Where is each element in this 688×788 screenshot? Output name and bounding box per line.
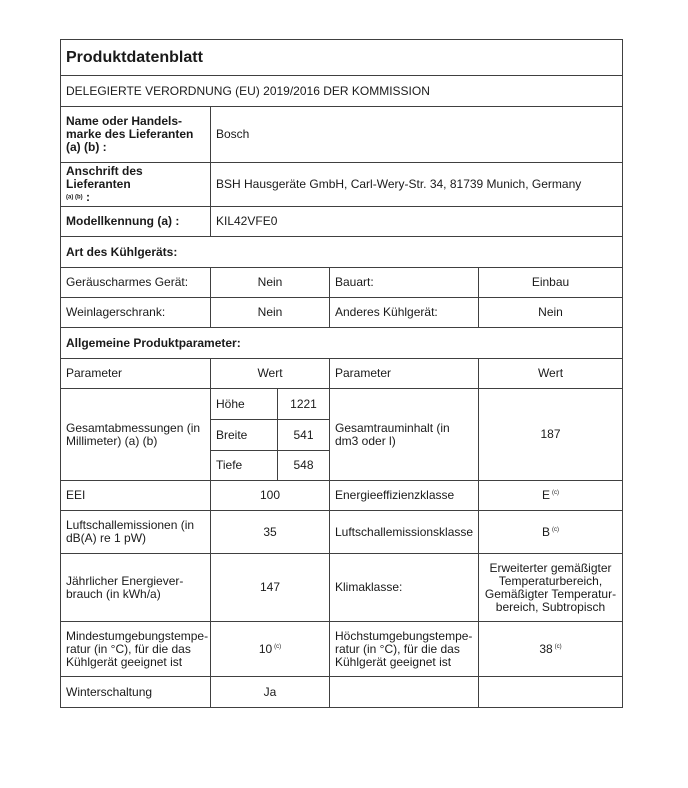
eei-value: 100 xyxy=(211,481,330,511)
page-title: Produktdatenblatt xyxy=(61,40,623,76)
noise-class-footnote: (c) xyxy=(552,526,559,533)
design-type-label: Bauart: xyxy=(330,268,479,298)
model-label: Modellkennung (a) : xyxy=(61,207,211,237)
model-value: KIL42VFE0 xyxy=(211,207,623,237)
energy-class-footnote: (c) xyxy=(552,490,559,496)
empty-cell xyxy=(330,677,479,708)
supplier-address-label xyxy=(61,163,211,207)
dimension-name-depth: Tiefe xyxy=(211,451,278,481)
header-parameter: Parameter xyxy=(61,359,211,389)
low-noise-label: Geräuscharmes Gerät: xyxy=(61,268,211,298)
low-noise-value: Nein xyxy=(211,268,330,298)
energy-class-label: Energieeffizienzklasse xyxy=(330,481,479,511)
min-temp-number: 10 xyxy=(258,641,273,656)
section-general-params: Allgemeine Produktparameter: xyxy=(61,328,623,359)
design-type-value: Einbau xyxy=(479,268,623,298)
wine-storage-label: Weinlagerschrank: xyxy=(61,298,211,328)
annual-energy-value: 147 xyxy=(211,554,330,622)
annual-energy-label: Jährlicher Energiever-brauch (in kWh/a) xyxy=(61,554,211,622)
header-value-2: Wert xyxy=(479,359,623,389)
noise-label: Luftschallemissionen (in dB(A) re 1 pW) xyxy=(61,511,211,554)
supplier-address-value: BSH Hausgeräte GmbH, Carl-Wery-Str. 34, 81739 Munich, Germany xyxy=(211,163,623,207)
noise-class-label: Luftschallemissionsklasse xyxy=(330,511,479,554)
winter-mode-value: Ja xyxy=(211,677,330,708)
empty-cell xyxy=(479,677,623,708)
section-appliance-type: Art des Kühlgeräts: xyxy=(61,237,623,268)
max-temp-footnote: (c) xyxy=(554,643,562,650)
dimension-value-depth: 548 xyxy=(278,451,330,481)
dimension-name-width: Breite xyxy=(211,420,278,451)
supplier-address-colon: : xyxy=(86,189,91,204)
other-appliance-value: Nein xyxy=(479,298,623,328)
energy-class-letter: E xyxy=(541,488,550,502)
supplier-name-label: Name oder Handels-marke des Lieferanten (a) (b) : xyxy=(61,107,211,163)
volume-value: 187 xyxy=(479,389,623,481)
min-temp-label: Mindestumgebungstempe-ratur (in °C), für die das Kühlgerät geeignet ist xyxy=(61,622,211,677)
dimensions-label: Gesamtabmessungen (in Millimeter) (a) (b) xyxy=(61,389,211,481)
other-appliance-label: Anderes Kühlgerät: xyxy=(330,298,479,328)
min-temp-footnote: (c) xyxy=(274,643,282,650)
regulation-text: DELEGIERTE VERORDNUNG (EU) 2019/2016 DER KOMMISSION xyxy=(61,76,623,107)
winter-mode-label: Winterschaltung xyxy=(61,677,211,708)
max-temp-label: Höchstumgebungstempe-ratur (in °C), für die das Kühlgerät geeignet ist xyxy=(330,622,479,677)
wine-storage-value: Nein xyxy=(211,298,330,328)
climate-class-label: Klimaklasse: xyxy=(330,554,479,622)
max-temp-number: 38 xyxy=(539,641,553,656)
min-temp-value xyxy=(211,622,330,677)
energy-class-value xyxy=(479,481,623,511)
noise-class-value xyxy=(479,511,623,554)
supplier-address-footnote: (a) (b) xyxy=(66,194,83,201)
climate-class-value: Erweiterter gemäßigter Temperaturbereich, Gemäßigter Temperatur-bereich, Subtropisch xyxy=(479,554,623,622)
dimension-value-height: 1221 xyxy=(278,389,330,420)
dimension-name-height: Höhe xyxy=(211,389,278,420)
volume-label: Gesamtrauminhalt (in dm3 oder l) xyxy=(330,389,479,481)
header-value: Wert xyxy=(211,359,330,389)
header-parameter-2: Parameter xyxy=(330,359,479,389)
max-temp-value xyxy=(479,622,623,677)
eei-label: EEI xyxy=(61,481,211,511)
product-datasheet-table xyxy=(60,39,623,708)
dimension-value-width: 541 xyxy=(278,420,330,451)
noise-value: 35 xyxy=(211,511,330,554)
supplier-address-label-text: Anschrift des Lieferanten xyxy=(66,163,143,191)
supplier-name-value: Bosch xyxy=(211,107,623,163)
noise-class-letter: B xyxy=(541,524,550,539)
